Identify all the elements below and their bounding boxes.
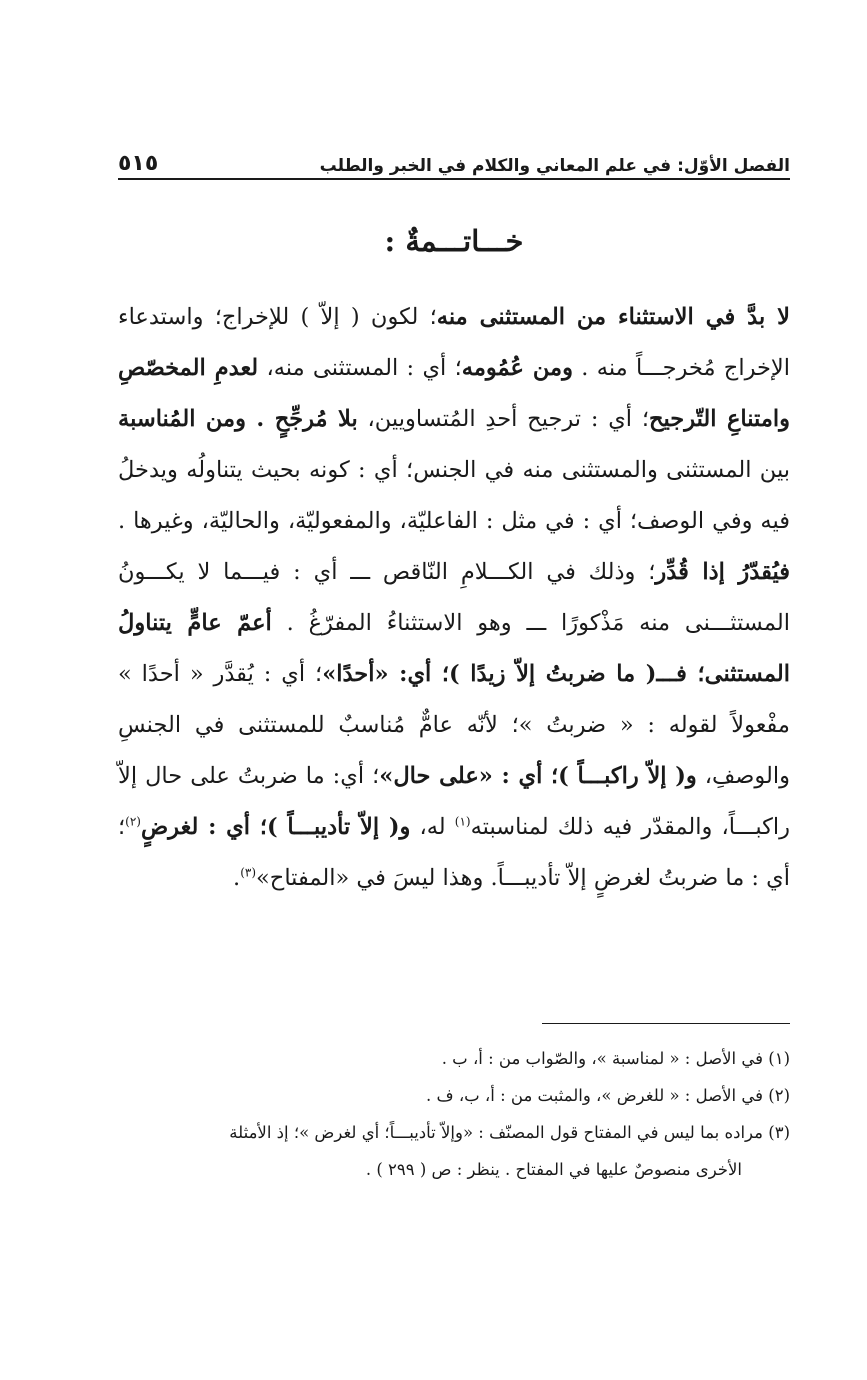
sharh-text: ؛ لكون ( إلاّ ) للإخراج؛ واستدعاء الإخراج مُخرجـــاً منه . — [118, 304, 790, 381]
footnote-3: (٣) مراده بما ليس في المفتاح قول المصنّف : «وإلاّ تأديبـــاً؛ أي لغرض »؛ إذ الأمثلة — [229, 1123, 790, 1142]
header-rule — [118, 178, 790, 180]
footnote-marker-1[interactable]: (١) — [454, 814, 471, 829]
footnote-3-continuation: الأخرى منصوصٌ عليها في المفتاح . ينظر : ص ( ٢٩٩ ) . — [365, 1160, 742, 1179]
section-title: خـــاتـــمةٌ : — [384, 224, 524, 258]
matn-text: ومن عُمُومه — [461, 355, 573, 381]
matn-text: و( إلاّ راكبـــاً )؛ أي : «على حال» — [379, 763, 697, 789]
sharh-text: . — [233, 865, 241, 891]
sharh-text: له، — [410, 814, 455, 840]
sharh-text: بين المستثنى والمستثنى منه في الجنس؛ أي : كونه بحيث يتناولُه ويدخلُ فيه وفي الوصف؛ أي : في مثل : الفاعليّة، والمفعوليّة، والحاليّة، وغيرها . — [118, 457, 790, 534]
sharh-text: ؛ أي : ترجيح أحدِ المُتساويين، — [357, 406, 649, 432]
footnote-marker-3[interactable]: (٣) — [240, 865, 257, 880]
sharh-text: ؛ وذلك في الكـــلامِ النّاقص ـــ أي : فيـــما لا يكـــونُ المستثـــنى منه مَذْكورًا ـــ وهو الاستثناءُ المفرّغُ . — [118, 559, 790, 636]
matn-text: أعمّ عامٍّ يتناولُ المستثنى؛ فـــ( ما ضربتُ إلاّ زيدًا )؛ أي: «أحدًا» — [118, 610, 790, 687]
footnote-2: (٢) في الأصل : « للغرض »، والمثبت من : أ، ب، ف . — [425, 1086, 790, 1105]
matn-text: بلا مُرجِّحٍ . ومن المُناسبة — [118, 406, 358, 432]
sharh-text: ؛ أي : يُقدَّر « أحدًا » مفْعولاً لقوله : « ضربتُ »؛ لأنّه عامٌّ مُناسبٌ للمستثنى في الجنسِ والوصفِ، — [118, 661, 790, 789]
page-number: ٥١٥ — [118, 151, 159, 176]
footnote-rule — [542, 1023, 790, 1024]
sharh-text: ؛ أي : المستثنى منه، — [258, 355, 462, 381]
matn-text: لعدمِ المخصّصِ وامتناعِ التّرجيح — [118, 355, 790, 432]
running-header — [118, 142, 790, 176]
footnote-1: (١) في الأصل : « لمناسبة »، والصّواب من : أ، ب . — [441, 1049, 790, 1068]
matn-text: لا بدَّ في الاستثناء من المستثنى منه — [436, 304, 791, 330]
main-paragraph — [118, 292, 790, 904]
chapter-title: الفصل الأوّل: في علم المعاني والكلام في الخبر والطلب — [319, 156, 790, 176]
matn-text: و( إلاّ تأديبـــاً )؛ أي : لغرضٍ — [140, 814, 411, 840]
footnotes — [118, 1040, 790, 1188]
footnote-marker-2[interactable]: (٢) — [125, 814, 141, 829]
sharh-text: ؛ أي : ما ضربتُ لغرضٍ إلاّ تأديبـــاً. وهذا ليسَ في «المفتاح» — [118, 814, 790, 891]
matn-text: فيُقدّرُ إذا قُدِّر — [655, 559, 790, 585]
sharh-text: ؛ أي: ما ضربتُ على حال إلاّ راكبـــاً، والمقدّر فيه ذلك لمناسبته — [118, 763, 790, 840]
